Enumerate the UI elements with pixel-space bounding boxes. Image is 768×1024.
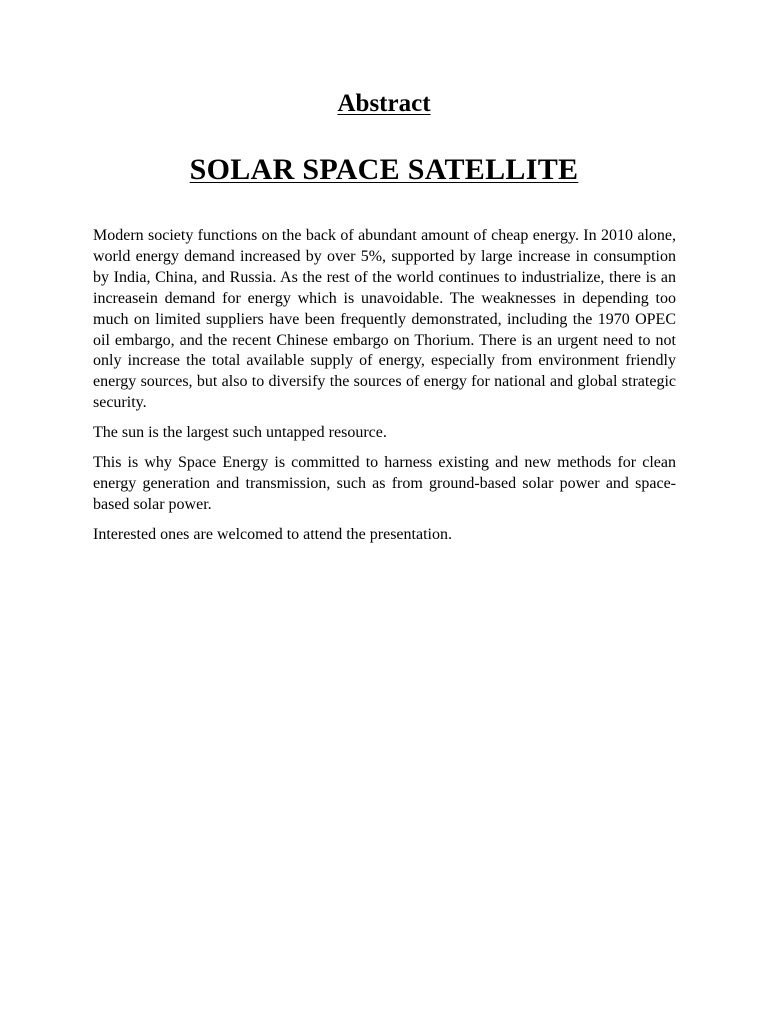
paragraph-intro: Modern society functions on the back of abundant amount of cheap energy. In 2010 alone, world energy demand increased by over 5%, supported by large increase in consumption by India, China, and Russia. As the rest of the world continues to industrialize, there is an increasein demand for energy which is unavoidable. The weaknesses in depending too much on limited suppliers have been frequently demonstrated, including the 1970 OPEC oil embargo, and the recent Chinese embargo on Thorium. There is an urgent need to not only increase the total available supply of energy, especially from environment friendly energy sources, but also to diversify the sources of energy for national and global strategic security. [93,227,676,412]
paragraph-sun-resource: The sun is the largest such untapped resource. [93,424,387,442]
abstract-body [93,226,676,555]
paragraph-space-energy: This is why Space Energy is committed to harness existing and new methods for clean energy generation and transmission, such as from ground-based solar power and space-based solar power. [93,454,676,513]
document-title: SOLAR SPACE SATELLITE [189,153,579,186]
abstract-heading: Abstract [337,90,431,117]
paragraph-invitation: Interested ones are welcomed to attend the presentation. [93,525,452,543]
